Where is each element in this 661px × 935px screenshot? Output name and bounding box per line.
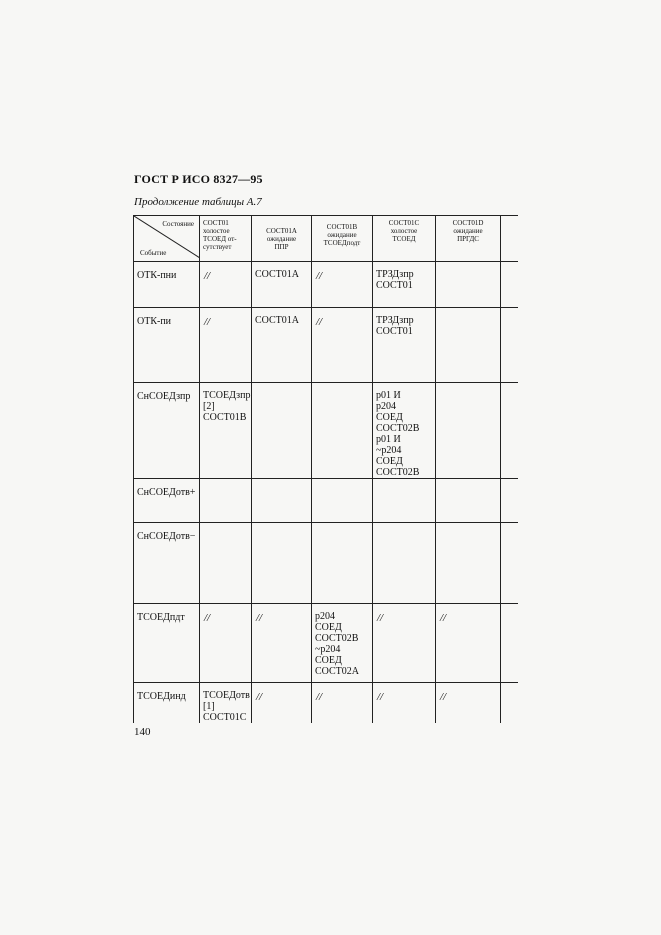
event-cell: ТСОЕДпдт <box>134 604 200 683</box>
event-cell: СнСОЕДотв+ <box>134 479 200 523</box>
cell-line: [1] <box>203 701 215 712</box>
cell-line: СОСТ01А <box>255 269 300 280</box>
column-header-sost01 <box>200 216 252 262</box>
table-row <box>134 383 518 479</box>
cell-line: ТРЗДзпр <box>376 269 414 280</box>
trailing-empty-cell <box>501 262 518 308</box>
value-cell-c1 <box>200 479 252 523</box>
cell-line: СОСТ02В <box>376 423 420 434</box>
trailing-empty-cell <box>501 604 518 683</box>
column-header-sost01d <box>436 216 501 262</box>
value-cell-c2 <box>252 523 312 604</box>
value-cell-c3 <box>312 383 373 479</box>
table-header-row <box>134 216 518 262</box>
event-cell: СнСОЕДотв− <box>134 523 200 604</box>
value-cell-c5 <box>436 383 501 479</box>
value-cell-c2 <box>252 383 312 479</box>
table-row <box>134 308 518 383</box>
column-header-line: ППР <box>274 243 289 251</box>
column-header-line: СОСТ01D <box>452 219 484 227</box>
column-header-line: ожидание <box>266 235 297 243</box>
trailing-empty-cell <box>501 683 518 724</box>
column-header-line: сутствует <box>203 243 232 251</box>
cell-line: СОСТ02В <box>315 633 359 644</box>
value-cell-c2 <box>252 479 312 523</box>
cell-line: СОЕД <box>315 655 342 666</box>
corner-event-label: Событие <box>140 249 167 257</box>
column-header-line: ТСОЕД от- <box>203 235 237 243</box>
cell-line: СОСТ01 <box>376 280 413 291</box>
cell-line: СОСТ01 <box>376 326 413 337</box>
column-header-line: холостое <box>390 227 418 235</box>
cell-line: ТСОЕДзпр <box>203 390 251 401</box>
table-row <box>134 523 518 604</box>
column-header-line: СОСТ01В <box>326 223 358 231</box>
cell-line: СОСТ01С <box>203 712 247 723</box>
value-cell-c4: // <box>373 683 436 724</box>
trailing-empty-cell <box>501 479 518 523</box>
cell-line: ТРЗДзпр <box>376 315 414 326</box>
cell-line: ТСОЕДотв <box>203 690 250 701</box>
trailing-empty-cell <box>501 216 518 262</box>
value-cell-c3 <box>312 604 373 683</box>
value-cell-c4 <box>373 523 436 604</box>
value-cell-c1: // <box>200 604 252 683</box>
value-cell-c4 <box>373 262 436 308</box>
cell-line: p204 <box>315 611 335 622</box>
column-header-sost01a <box>252 216 312 262</box>
document-header: ГОСТ Р ИСО 8327—95 <box>134 172 263 186</box>
column-header-line: ожидание <box>453 227 483 235</box>
value-cell-c2 <box>252 262 312 308</box>
value-cell-c5 <box>436 479 501 523</box>
value-cell-c5: // <box>436 683 501 724</box>
value-cell-c1 <box>200 523 252 604</box>
value-cell-c3 <box>312 479 373 523</box>
table-row <box>134 479 518 523</box>
state-transition-table <box>133 215 518 723</box>
column-header-line: ТСОЕД <box>392 235 416 243</box>
column-header-line: ПРГДС <box>457 235 479 243</box>
cell-line: СОСТ02А <box>315 666 360 677</box>
column-header-line: СОСТ01А <box>266 227 297 235</box>
trailing-empty-cell <box>501 308 518 383</box>
cell-line: СОСТ02В <box>376 467 420 478</box>
cell-line: p01 И <box>376 390 401 401</box>
cell-line: [2] <box>203 401 215 412</box>
table-caption: Продолжение таблицы А.7 <box>134 196 262 208</box>
event-cell: СнСОЕДзпр <box>134 383 200 479</box>
column-header-sost01b <box>312 216 373 262</box>
value-cell-c2: // <box>252 683 312 724</box>
value-cell-c1: // <box>200 308 252 383</box>
value-cell-c4 <box>373 308 436 383</box>
value-cell-c5 <box>436 308 501 383</box>
value-cell-c3: // <box>312 683 373 724</box>
cell-line: ~p204 <box>376 445 402 456</box>
value-cell-c1 <box>200 683 252 724</box>
column-header-line: СОСТ01 <box>203 219 229 227</box>
value-cell-c4 <box>373 479 436 523</box>
event-cell: ТСОЕДинд <box>134 683 200 724</box>
value-cell-c3 <box>312 523 373 604</box>
column-header-line: ожидание <box>327 231 357 239</box>
cell-line: СОСТ01В <box>203 412 247 423</box>
column-header-spacer <box>252 219 311 227</box>
cell-line: ~p204 <box>315 644 341 655</box>
column-header-line: СОСТ01С <box>388 219 420 227</box>
table-row <box>134 683 518 724</box>
table-row <box>134 604 518 683</box>
corner-header-cell <box>134 216 200 262</box>
value-cell-c2: // <box>252 604 312 683</box>
cell-line: СОЕД <box>376 412 403 423</box>
column-header-sost01c <box>373 216 436 262</box>
value-cell-c4: // <box>373 604 436 683</box>
value-cell-c3: // <box>312 262 373 308</box>
value-cell-c3: // <box>312 308 373 383</box>
cell-line: СОСТ01А <box>255 315 300 326</box>
page-number: 140 <box>134 726 151 738</box>
value-cell-c5 <box>436 262 501 308</box>
corner-state-label: Состояние <box>162 220 194 228</box>
event-cell: ОТК-пи <box>134 308 200 383</box>
value-cell-c1: // <box>200 262 252 308</box>
value-cell-c2 <box>252 308 312 383</box>
cell-line: СОЕД <box>376 456 403 467</box>
trailing-empty-cell <box>501 523 518 604</box>
value-cell-c4 <box>373 383 436 479</box>
cell-line: p01 И <box>376 434 401 445</box>
cell-line: СОЕД <box>315 622 342 633</box>
value-cell-c1 <box>200 383 252 479</box>
cell-line: p204 <box>376 401 396 412</box>
column-header-line: ТСОЕДподт <box>323 239 361 247</box>
event-cell: ОТК-пни <box>134 262 200 308</box>
value-cell-c5 <box>436 523 501 604</box>
column-header-line: холостое <box>203 227 230 235</box>
value-cell-c5: // <box>436 604 501 683</box>
trailing-empty-cell <box>501 383 518 479</box>
table-row <box>134 262 518 308</box>
